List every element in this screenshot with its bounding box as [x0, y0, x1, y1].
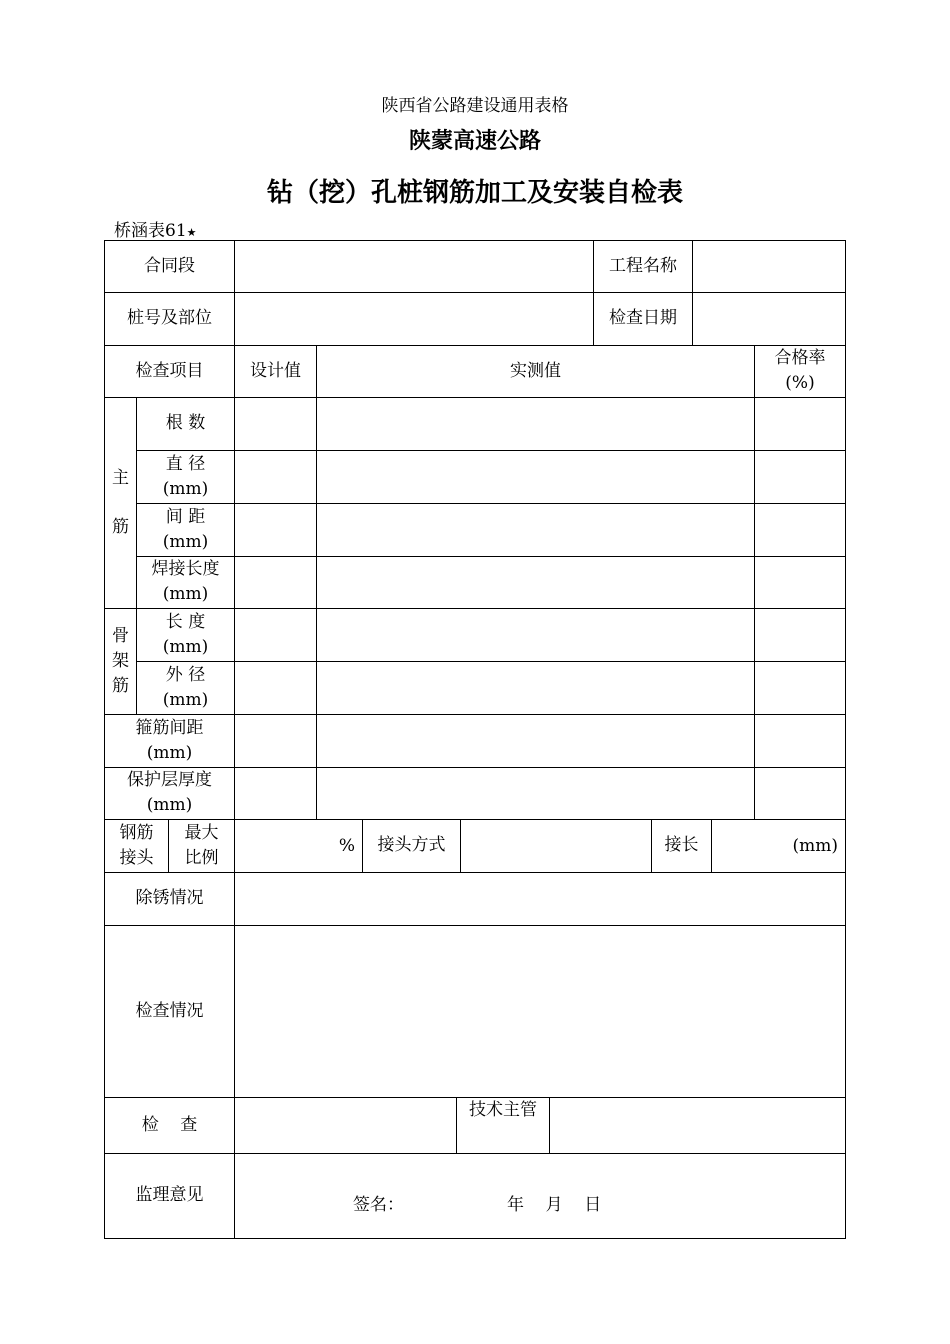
derust-field[interactable] — [235, 873, 845, 925]
form-number-text: 桥涵表61 — [114, 221, 187, 241]
rebar-joint-text-2: 接头 — [119, 847, 154, 868]
tech-supervisor-field[interactable] — [550, 1098, 845, 1153]
cover-thickness-label — [104, 767, 235, 819]
bar-spacing-label — [136, 503, 235, 556]
form-title: 钻（挖）孔桩钢筋加工及安装自检表 — [266, 178, 683, 208]
form-series-heading: 陕西省公路建设通用表格 — [381, 96, 569, 116]
stirrup-spacing-label — [104, 714, 235, 767]
bar-count-label: 根 数 — [165, 413, 206, 433]
form-number — [114, 216, 197, 241]
derust-label: 除锈情况 — [135, 888, 204, 908]
signature-label: 签名： — [353, 1194, 404, 1215]
contract-field[interactable] — [235, 241, 593, 292]
cage-length-text: 长 度 — [165, 611, 206, 632]
rebar-joint-label — [104, 819, 169, 872]
joint-method-field[interactable] — [461, 820, 651, 872]
joint-length-field[interactable] — [712, 820, 838, 872]
frame-bar-char-3: 筋 — [112, 675, 129, 696]
main-bar-group-label — [104, 397, 137, 608]
main-bar-char-1: 主 — [112, 467, 129, 488]
bar-diameter-text: 直 径 — [165, 453, 206, 474]
design-value-header: 设计值 — [250, 360, 301, 381]
stirrup-spacing-text: 箍筋间距 — [135, 717, 204, 738]
project-name-label: 工程名称 — [609, 256, 677, 276]
max-ratio-label — [168, 819, 235, 872]
max-ratio-text-1: 最大 — [184, 822, 219, 843]
inspection-label: 检查情况 — [135, 1000, 204, 1021]
pile-number-label: 桩号及部位 — [127, 308, 212, 328]
frame-bar-char-1: 骨 — [112, 625, 129, 646]
checker-field[interactable] — [235, 1098, 456, 1153]
bar-diameter-label — [136, 450, 235, 503]
cage-outer-diameter-unit: (mm) — [162, 689, 209, 710]
cage-length-label — [136, 608, 235, 661]
pass-rate-header — [754, 345, 846, 397]
main-bar-char-2: 筋 — [112, 516, 129, 537]
weld-length-unit: (mm) — [162, 584, 209, 604]
max-ratio-field[interactable] — [235, 820, 355, 872]
rebar-joint-text-1: 钢筋 — [119, 822, 154, 843]
stirrup-spacing-unit: (mm) — [146, 742, 193, 763]
weld-length-label — [136, 556, 235, 608]
frame-bar-group-label — [104, 608, 137, 714]
project-name-heading: 陕蒙高速公路 — [408, 129, 541, 154]
project-name-field[interactable] — [693, 241, 845, 292]
bar-spacing-text: 间 距 — [165, 506, 206, 527]
cage-outer-diameter-label — [136, 661, 235, 714]
pass-rate-unit: (%) — [785, 373, 815, 393]
cage-length-unit: (mm) — [162, 636, 209, 657]
supervision-label: 监理意见 — [135, 1185, 204, 1205]
date-label: 年 月 日 — [507, 1194, 602, 1215]
cover-thickness-text: 保护层厚度 — [127, 770, 212, 790]
weld-length-text: 焊接长度 — [151, 559, 220, 579]
cover-thickness-unit: (mm) — [146, 795, 193, 815]
joint-method-label: 接头方式 — [377, 835, 446, 855]
max-ratio-text-2: 比例 — [184, 847, 219, 868]
pass-rate-label: 合格率 — [774, 348, 826, 368]
contract-label: 合同段 — [144, 256, 195, 276]
cage-outer-diameter-text: 外 径 — [165, 664, 206, 685]
check-date-label: 检查日期 — [609, 308, 677, 328]
frame-bar-char-2: 架 — [112, 650, 129, 671]
star-icon: ★ — [186, 226, 197, 239]
check-item-header: 检查项目 — [135, 360, 204, 381]
pile-number-field[interactable] — [235, 293, 593, 345]
bar-spacing-unit: (mm) — [162, 531, 209, 552]
percent-unit: % — [338, 835, 355, 856]
joint-length-label: 接长 — [664, 835, 699, 855]
tech-supervisor-label: 技术主管 — [469, 1100, 537, 1120]
inspection-field[interactable] — [235, 926, 845, 1097]
bar-diameter-unit: (mm) — [162, 478, 209, 499]
joint-length-unit: (mm) — [792, 835, 838, 856]
check-label: 检 查 — [141, 1114, 198, 1135]
measured-value-header: 实测值 — [510, 360, 561, 381]
check-date-field[interactable] — [693, 293, 845, 345]
